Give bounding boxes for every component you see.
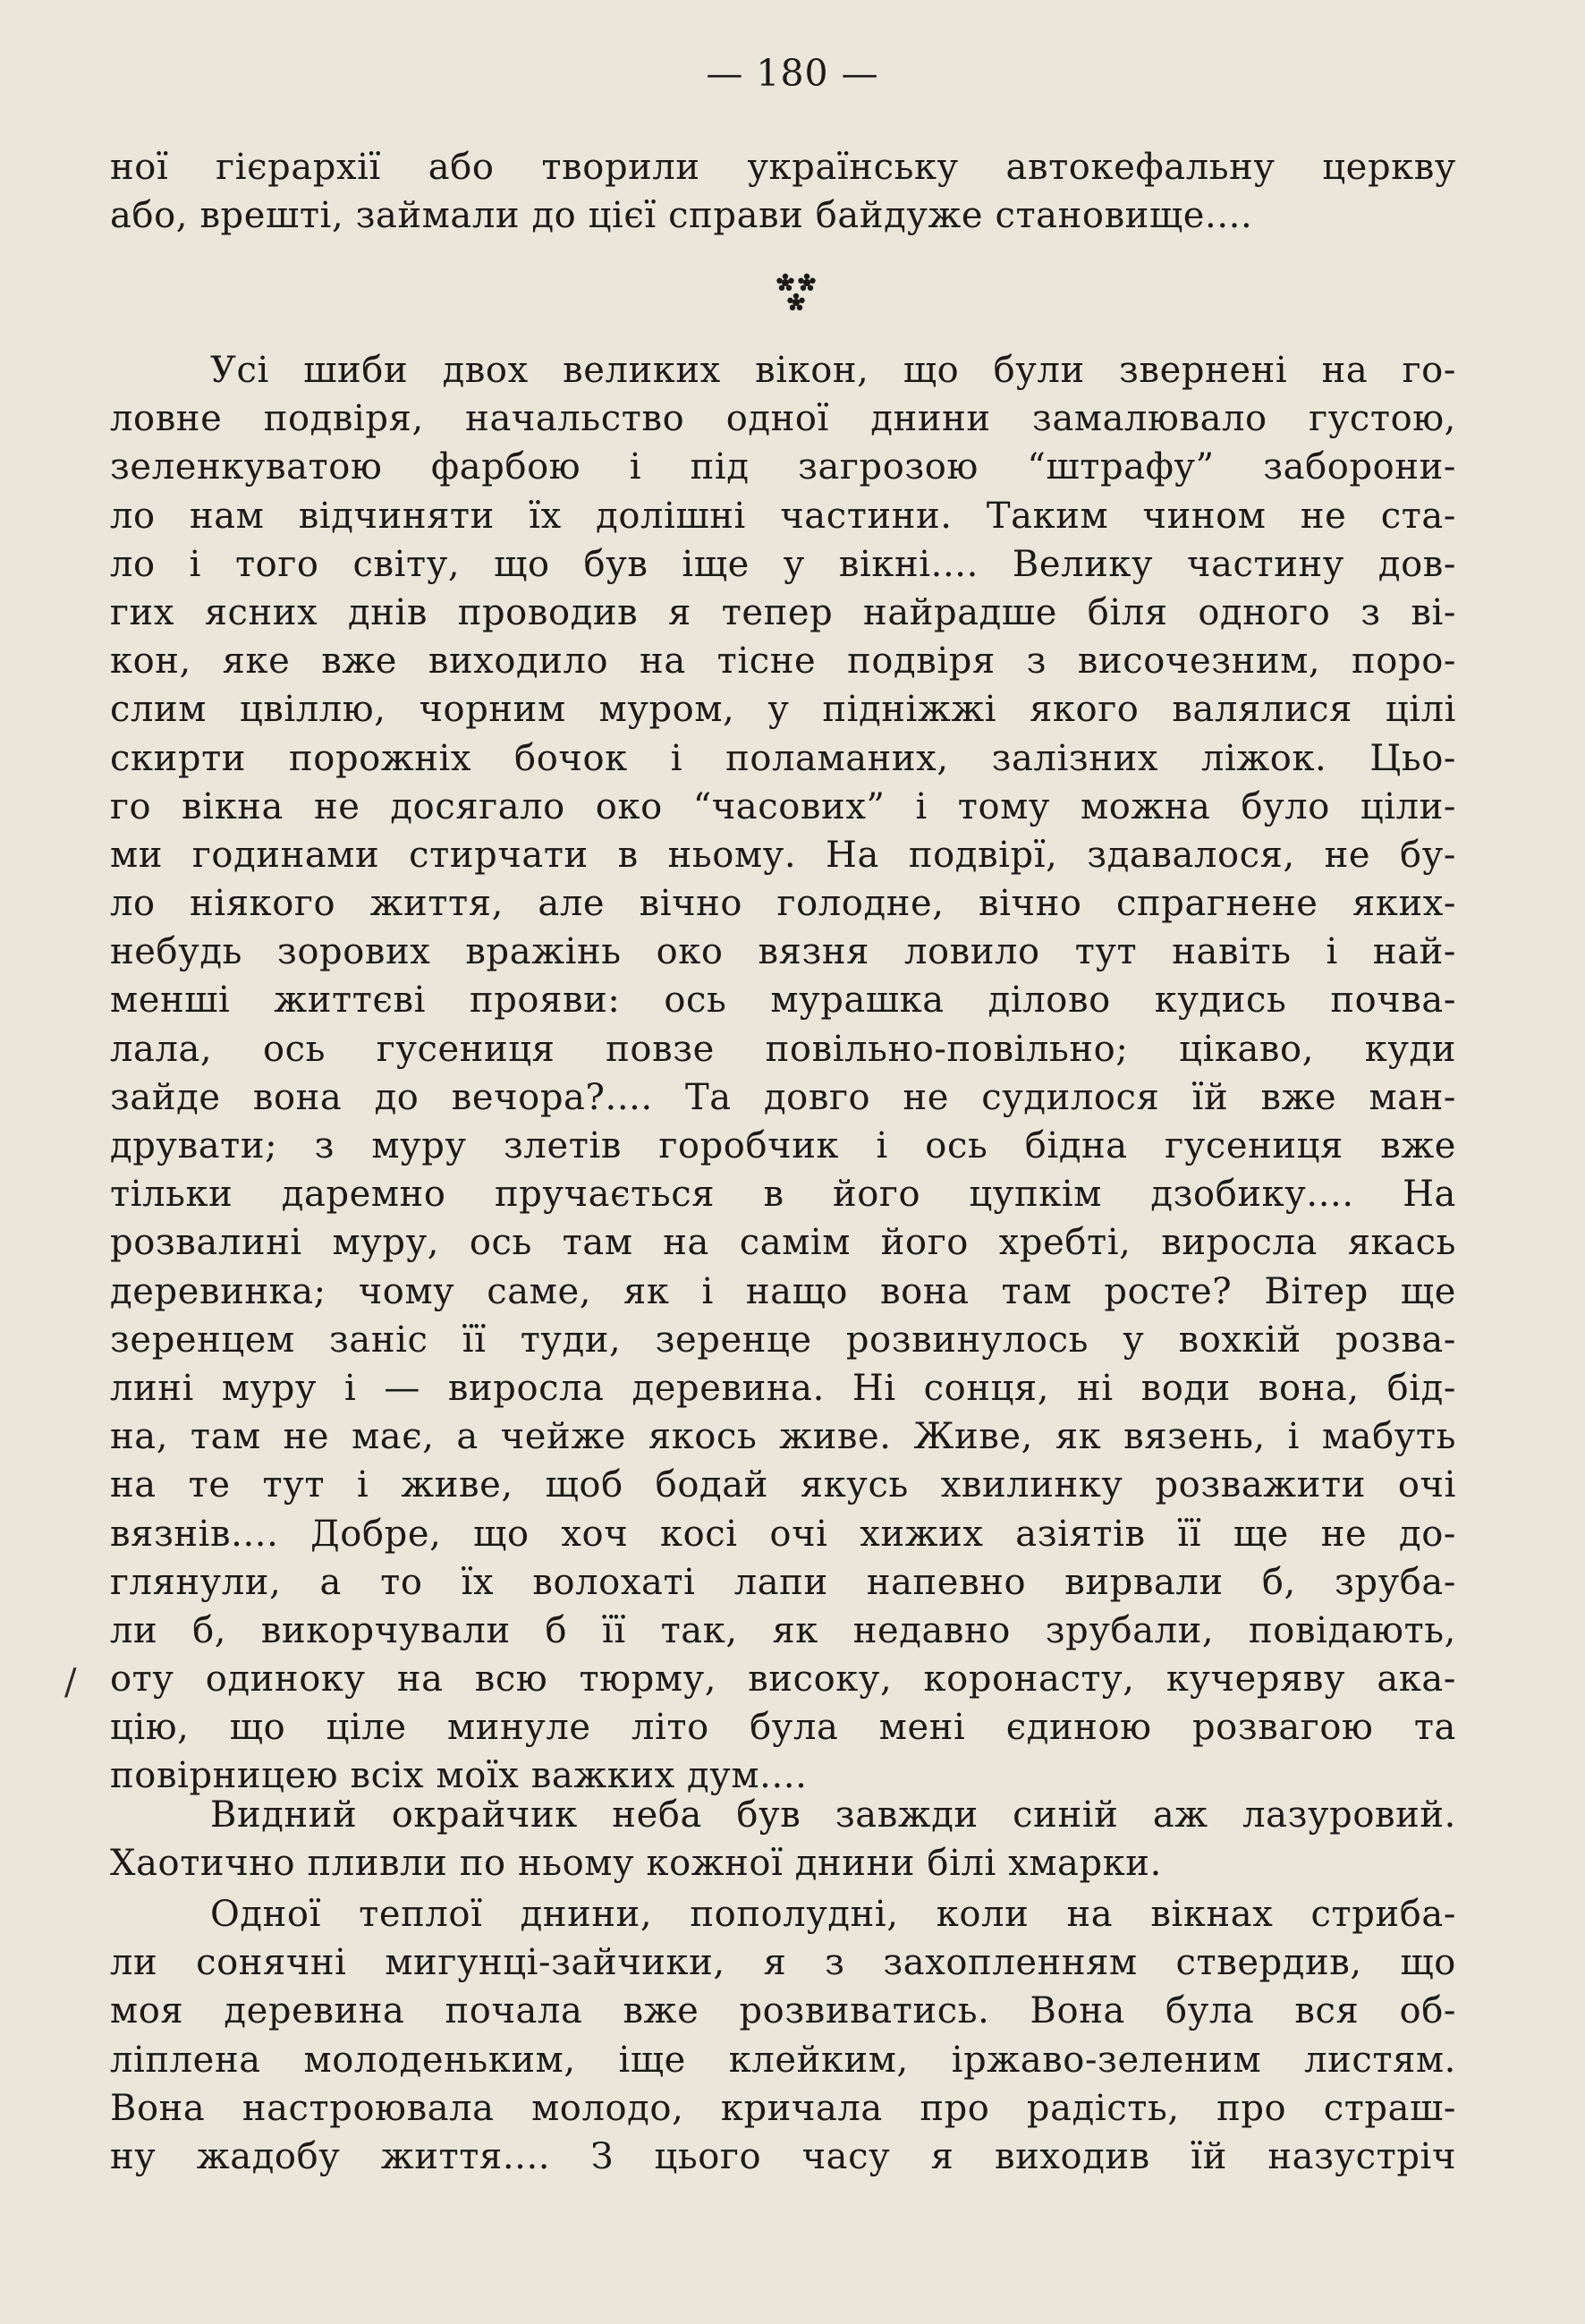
text-line: повірницею всіх моїх важких дум.... bbox=[110, 1755, 808, 1797]
text-line: лала, ось гусениця повзе повільно-повільно; цікаво, куди bbox=[110, 1028, 1456, 1070]
text-line: скирти порожніх бочок і поламаних, залізних ліжок. Цьо- bbox=[110, 737, 1456, 779]
text-line: зеренцем заніс її туди, зеренце розвинулось у вохкій розва- bbox=[110, 1319, 1456, 1361]
text-line: вязнів.... Добре, що хоч косі очі хижих азіятів її ще не до- bbox=[110, 1513, 1456, 1555]
intro-text bbox=[110, 143, 1456, 240]
text-line: Вона настроювала молодо, кричала про радість, про страш- bbox=[110, 2087, 1456, 2129]
text-line: тільки даремно пручається в його цупкім дзобику.... На bbox=[110, 1174, 1456, 1216]
text-line: ли б, викорчували б її так, як недавно зрубали, повідають, bbox=[110, 1609, 1456, 1651]
text-line: глянули, а то їх волохаті лапи напевно вирвали б, зруба- bbox=[110, 1561, 1456, 1603]
text-line: Видний окрайчик неба був завжди синій аж лазуровий. bbox=[210, 1794, 1456, 1836]
text-line: Хаотично пливли по ньому кожної днини білі хмарки. bbox=[110, 1843, 1162, 1885]
text-line: зайде вона до вечора?.... Та довго не судилося їй вже ман- bbox=[110, 1076, 1456, 1118]
text-line: зеленкуватою фарбою і під загрозою “штрафу” заборони- bbox=[110, 446, 1456, 488]
text-line: ло і того світу, що був іще у вікні.... Велику частину дов- bbox=[110, 543, 1456, 585]
text-line: небудь зорових вражінь око вязня ловило тут навіть і най- bbox=[110, 931, 1456, 973]
text-line: ми годинами стирчати в ньому. На подвірї, здавалося, не бу- bbox=[110, 834, 1456, 876]
text-line: лині муру і — виросла деревина. Ні сонця, ні води вона, бід- bbox=[110, 1367, 1456, 1409]
text-line: на те тут і живе, щоб бодай якусь хвилинку розважити очі bbox=[110, 1464, 1456, 1506]
text-line: менші життєві прояви: ось мурашка ділово кудись почва- bbox=[110, 980, 1456, 1022]
text-line: цію, що ціле минуле літо була мені єдиною розвагою та bbox=[110, 1707, 1456, 1749]
text-line: на, там не має, а чейже якось живе. Живе, як вязень, і мабуть bbox=[110, 1416, 1456, 1458]
text-line: ловне подвіря, начальство одної днини замалювало густою, bbox=[110, 398, 1456, 440]
text-line: друвати; з муру злетів горобчик і ось бідна гусениця вже bbox=[110, 1125, 1456, 1166]
text-line: ло нам відчиняти їх долішні частини. Таким чином не ста- bbox=[110, 495, 1456, 537]
text-line: моя деревина почала вже розвиватись. Вона була вся об- bbox=[110, 1990, 1456, 2032]
asterism-icon bbox=[769, 268, 823, 322]
text-line: або, врешті, займали до цієї справи байдуже становище.... bbox=[110, 195, 1253, 237]
text-line: кон, яке вже виходило на тісне подвіря з височезним, поро- bbox=[110, 640, 1456, 683]
main-paragraph bbox=[110, 346, 1456, 1801]
text-line: гих ясних днів проводив я тепер найрадше біля одного з ві- bbox=[110, 591, 1456, 633]
page-number: — 180 — bbox=[706, 52, 879, 95]
text-line: ло ніякого життя, але вічно голодне, вічно спрагнене яких- bbox=[110, 883, 1456, 925]
margin-mark: / bbox=[64, 1662, 77, 1703]
paragraph-2 bbox=[110, 1791, 1456, 1887]
text-line: ли сонячні мигунці-зайчики, я з захопленням ствердив, що bbox=[110, 1942, 1456, 1984]
text-line: розвалині муру, ось там на самім його хребті, виросла якась bbox=[110, 1222, 1456, 1264]
text-line: Усі шиби двох великих вікон, що були звернені на го- bbox=[210, 350, 1456, 391]
text-line: оту одиноку на всю тюрму, високу, коронасту, кучеряву ака- bbox=[110, 1658, 1456, 1701]
text-line: ліплена молоденьким, іще клейким, іржаво-зеленим листям. bbox=[110, 2039, 1456, 2081]
text-line: деревинка; чому саме, як і нащо вона там росте? Вітер ще bbox=[110, 1270, 1456, 1312]
text-line: ну жадобу життя.... З цього часу я виходив їй назустріч bbox=[110, 2135, 1456, 2177]
text-line: го вікна не досягало око “часових” і тому можна було ціли- bbox=[110, 785, 1456, 827]
text-line: Одної теплої днини, пополудні, коли на вікнах стриба- bbox=[210, 1894, 1456, 1935]
paragraph-3 bbox=[110, 1890, 1456, 2181]
text-line: ної гієрархії або творили українську автокефальну церкву bbox=[110, 147, 1456, 188]
text-line: слим цвіллю, чорним муром, у підніжжі якого валялися цілі bbox=[110, 689, 1456, 731]
